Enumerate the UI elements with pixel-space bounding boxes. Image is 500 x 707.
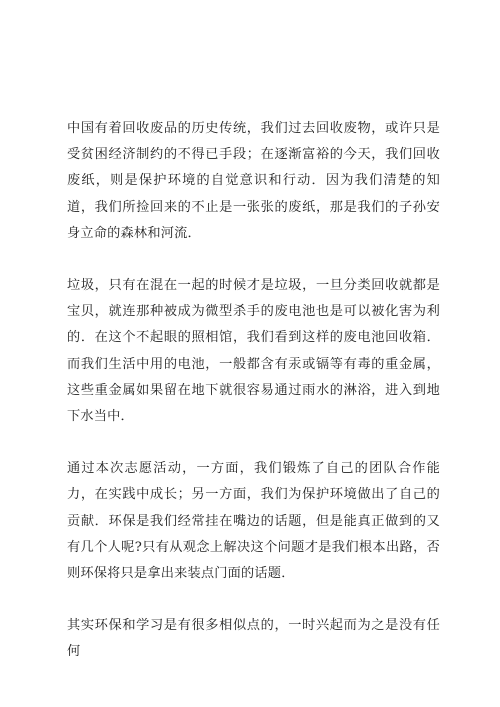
document-body xyxy=(67,116,440,666)
paragraph-3: 通过本次志愿活动，一方面，我们锻炼了自己的团队合作能力，在实践中成长；另一方面，我们为保护环境做出了自己的贡献．环保是我们经常挂在嘴边的话题，但是能真正做到的又有几个人呢?只有从观念上解决这个问题才是我们根本出路，否则环保将只是拿出来装点门面的话题． xyxy=(67,461,440,582)
paragraph-4: 其实环保和学习是有很多相似点的，一时兴起而为之是没有任何 xyxy=(67,618,440,660)
paragraph-1: 中国有着回收废品的历史传统，我们过去回收废物，或许只是受贫困经济制约的不得已手段；在逐渐富裕的今天，我们回收废纸，则是保护环境的自觉意识和行动．因为我们清楚的知道，我们所捡回来的不止是一张张的废纸，那是我们的子孙安身立命的森林和河流． xyxy=(67,121,440,241)
paragraph-2: 垃圾，只有在混在一起的时候才是垃圾，一旦分类回收就都是宝贝，就连那种被成为微型杀手的废电池也是可以被化害为利的．在这个不起眼的照相馆，我们看到这样的废电池回收箱．而我们生活中用的电池，一般都含有汞或镉等有毒的重金属，这些重金属如果留在地下就很容易通过雨水的淋浴，进入到地下水当中． xyxy=(67,278,440,425)
